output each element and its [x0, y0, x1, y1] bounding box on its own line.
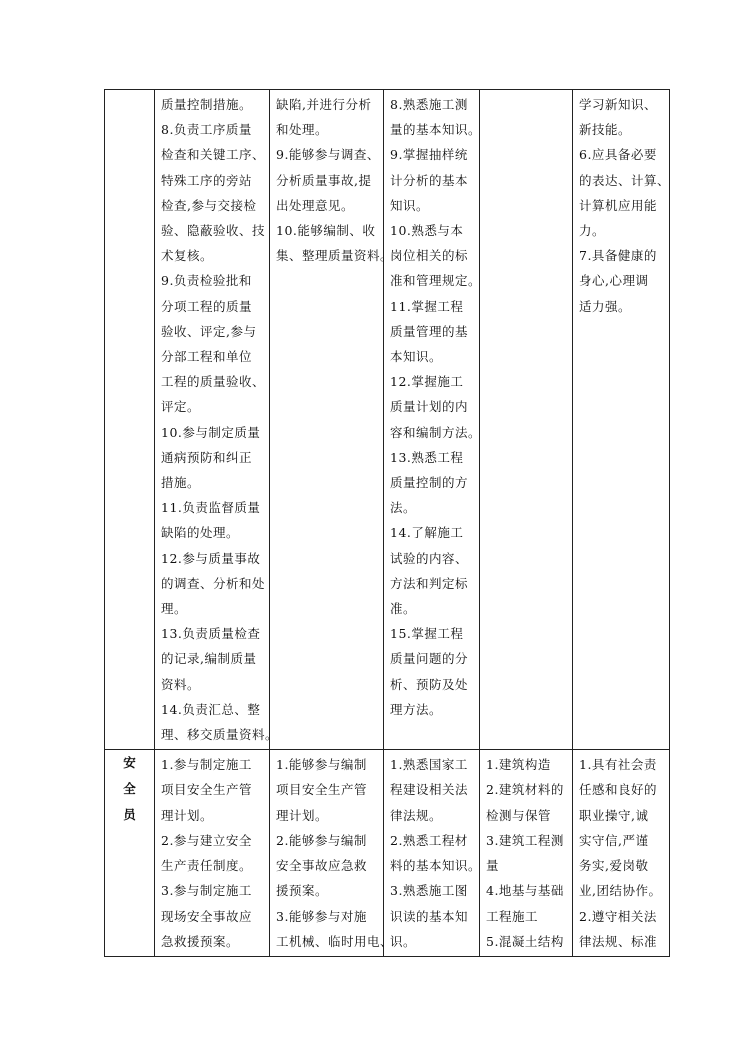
table-cell — [155, 90, 279, 750]
cell-text-line: 资料。 — [161, 676, 201, 692]
cell-text-line: 新技能。 — [579, 122, 632, 138]
cell-text-line: 理计划。 — [161, 807, 214, 823]
cell-text-line: 方法和判定标 — [390, 575, 469, 591]
cell-text-line: 岗位相关的标 — [390, 248, 469, 264]
cell-text-line: 理方法。 — [390, 701, 443, 717]
cell-text-line: 任感和良好的 — [579, 782, 658, 798]
cell-text-line: 15.掌握工程 — [390, 626, 464, 642]
cell-text-line: 12.参与质量事故 — [161, 550, 261, 566]
cell-text-line: 质量问题的分 — [390, 651, 469, 667]
cell-text-line: 8.熟悉施工测 — [390, 97, 468, 112]
cell-text-line: 5.混凝土结构 — [486, 933, 564, 949]
cell-text-line: 检查和关键工序、 — [161, 147, 266, 163]
cell-text-line: 工程施工 — [486, 908, 539, 924]
cell-text-line: 13.负责质量检查 — [161, 626, 261, 642]
cell-text-line: 1.能够参与编制 — [276, 757, 367, 773]
cell-text-line: 出处理意见。 — [276, 197, 355, 213]
cell-text-line: 工程的质量验收、 — [161, 374, 266, 390]
cell-text-line: 的记录,编制质量 — [161, 651, 257, 667]
cell-text-line: 识。 — [390, 933, 417, 949]
table-cell — [270, 90, 394, 750]
cell-text-line: 务实,爱岗敬 — [579, 858, 649, 874]
cell-text-line: 2.参与建立安全 — [161, 832, 252, 848]
cell-text-line: 律法规、标准 — [579, 933, 658, 949]
cell-text-line: 力。 — [579, 223, 606, 239]
cell-text-line: 和处理。 — [276, 122, 329, 138]
cell-text-line: 特殊工序的旁站 — [161, 172, 253, 188]
cell-text-line: 业,团结协作。 — [579, 883, 662, 899]
requirements-table — [104, 89, 670, 957]
cell-text-line: 理计划。 — [276, 807, 329, 823]
cell-text-line: 计分析的基本 — [390, 172, 469, 188]
cell-text-line: 检查,参与交接检 — [161, 197, 257, 213]
cell-text-line: 职业操守,诚 — [579, 807, 649, 823]
cell-text-line: 6.应具备必要 — [579, 147, 657, 163]
table-cell — [480, 90, 573, 750]
role-cell — [105, 750, 155, 957]
cell-text-line: 适力强。 — [579, 298, 632, 314]
cell-text-line: 9.能够参与调查、 — [276, 147, 380, 163]
cell-text-line: 13.熟悉工程 — [390, 449, 464, 465]
cell-text-line: 14.了解施工 — [390, 525, 464, 541]
cell-text-line: 质量管理的基 — [390, 323, 469, 339]
cell-text-line: 计算机应用能 — [579, 197, 658, 213]
cell-text-line: 料的基本知识。 — [390, 858, 482, 874]
cell-text-line: 程建设相关法 — [390, 782, 469, 798]
cell-text-line: 法。 — [390, 500, 417, 516]
cell-text-line: 通病预防和纠正 — [161, 449, 253, 465]
cell-text-line: 质量控制的方 — [390, 475, 469, 491]
cell-text-line: 11.负责监督质量 — [161, 500, 261, 516]
cell-text-line: 措施。 — [161, 475, 201, 491]
cell-text-line: 缺陷的处理。 — [161, 525, 240, 541]
cell-text-line: 析、预防及处 — [390, 676, 469, 692]
cell-text-line: 3.建筑工程测 — [486, 832, 564, 848]
cell-text-line: 14.负责汇总、整 — [161, 701, 261, 717]
cell-text-line: 身心,心理调 — [579, 273, 649, 289]
cell-text-line: 理。 — [161, 601, 188, 617]
table-cell — [573, 90, 670, 750]
cell-text-line: 量的基本知识。 — [390, 122, 482, 138]
table-cell — [155, 750, 270, 957]
cell-text-line: 2.遵守相关法 — [579, 908, 657, 924]
cell-text-line: 7.具备健康的 — [579, 248, 657, 264]
cell-text-line: 1.参与制定施工 — [161, 757, 252, 773]
cell-text-line: 律法规。 — [390, 807, 443, 823]
cell-text-line: 质量控制措施。 — [161, 97, 253, 112]
cell-text-line: 验、隐蔽验收、技 — [161, 223, 266, 239]
cell-text-line: 缺陷,并进行分析 — [276, 97, 372, 112]
cell-text-line: 理、移交质量资料。 — [161, 727, 279, 743]
cell-text-line: 分项工程的质量 — [161, 298, 253, 314]
cell-text-line: 准。 — [390, 601, 417, 617]
cell-text-line: 项目安全生产管 — [276, 782, 368, 798]
cell-text-line: 准和管理规定。 — [390, 273, 482, 289]
table-row — [105, 90, 670, 750]
cell-text-line: 2.熟悉工程材 — [390, 832, 468, 848]
cell-text-line: 2.建筑材料的 — [486, 782, 564, 798]
cell-text-line: 试验的内容、 — [390, 550, 469, 566]
table-cell — [384, 750, 480, 957]
cell-text-line: 1.熟悉国家工 — [390, 757, 468, 773]
table-cell — [573, 750, 670, 957]
cell-text-line: 量 — [486, 858, 500, 874]
cell-text-line: 援预案。 — [276, 883, 329, 899]
role-cell — [105, 90, 155, 750]
cell-text-line: 实守信,严谨 — [579, 832, 649, 848]
cell-text-line: 识读的基本知 — [390, 908, 469, 924]
cell-text-line: 学习新知识、 — [579, 97, 658, 112]
cell-text-line: 评定。 — [161, 399, 201, 415]
cell-text-line: 容和编制方法。 — [390, 424, 482, 440]
table-cell — [384, 90, 480, 750]
cell-text-line: 质量计划的内 — [390, 399, 469, 415]
cell-text-line: 分析质量事故,提 — [276, 172, 372, 188]
cell-text-line: 集、整理质量资料。 — [276, 248, 394, 264]
cell-text-line: 2.能够参与编制 — [276, 832, 367, 848]
cell-text-line: 现场安全事故应 — [161, 908, 253, 924]
cell-text-line: 本知识。 — [390, 349, 443, 365]
cell-text-line: 10.能够编制、收 — [276, 223, 376, 239]
cell-text-line: 急救援预案。 — [161, 933, 240, 949]
cell-text-line: 9.掌握抽样统 — [390, 147, 468, 163]
cell-text-line: 术复核。 — [161, 248, 214, 264]
table-cell — [270, 750, 394, 957]
table-row — [105, 750, 670, 957]
cell-text-line: 11.掌握工程 — [390, 298, 464, 314]
cell-text-line: 12.掌握施工 — [390, 374, 464, 390]
cell-text-line: 知识。 — [390, 197, 430, 213]
cell-text-line: 3.熟悉施工图 — [390, 883, 468, 899]
role-label: 安全员 — [123, 755, 136, 823]
cell-text-line: 检测与保管 — [486, 807, 552, 823]
cell-text-line: 1.具有社会责 — [579, 757, 657, 773]
cell-text-line: 3.能够参与对施 — [276, 908, 367, 924]
cell-text-line: 的表达、计算、 — [579, 172, 671, 188]
cell-text-line: 项目安全生产管 — [161, 782, 253, 798]
cell-text-line: 8.负责工序质量 — [161, 122, 252, 138]
cell-text-line: 1.建筑构造 — [486, 757, 551, 773]
cell-text-line: 安全事故应急救 — [276, 858, 368, 874]
cell-text-line: 验收、评定,参与 — [161, 323, 257, 339]
cell-text-line: 3.参与制定施工 — [161, 883, 252, 899]
table-cell — [480, 750, 573, 957]
cell-text-line: 生产责任制度。 — [161, 858, 253, 874]
cell-text-line: 工机械、临时用电、 — [276, 933, 394, 949]
cell-text-line: 分部工程和单位 — [161, 349, 253, 365]
cell-text-line: 的调查、分析和处 — [161, 575, 266, 591]
cell-text-line: 4.地基与基础 — [486, 883, 564, 899]
cell-text-line: 9.负责检验批和 — [161, 273, 252, 289]
cell-text-line: 10.熟悉与本 — [390, 223, 464, 239]
cell-text-line: 10.参与制定质量 — [161, 424, 261, 440]
